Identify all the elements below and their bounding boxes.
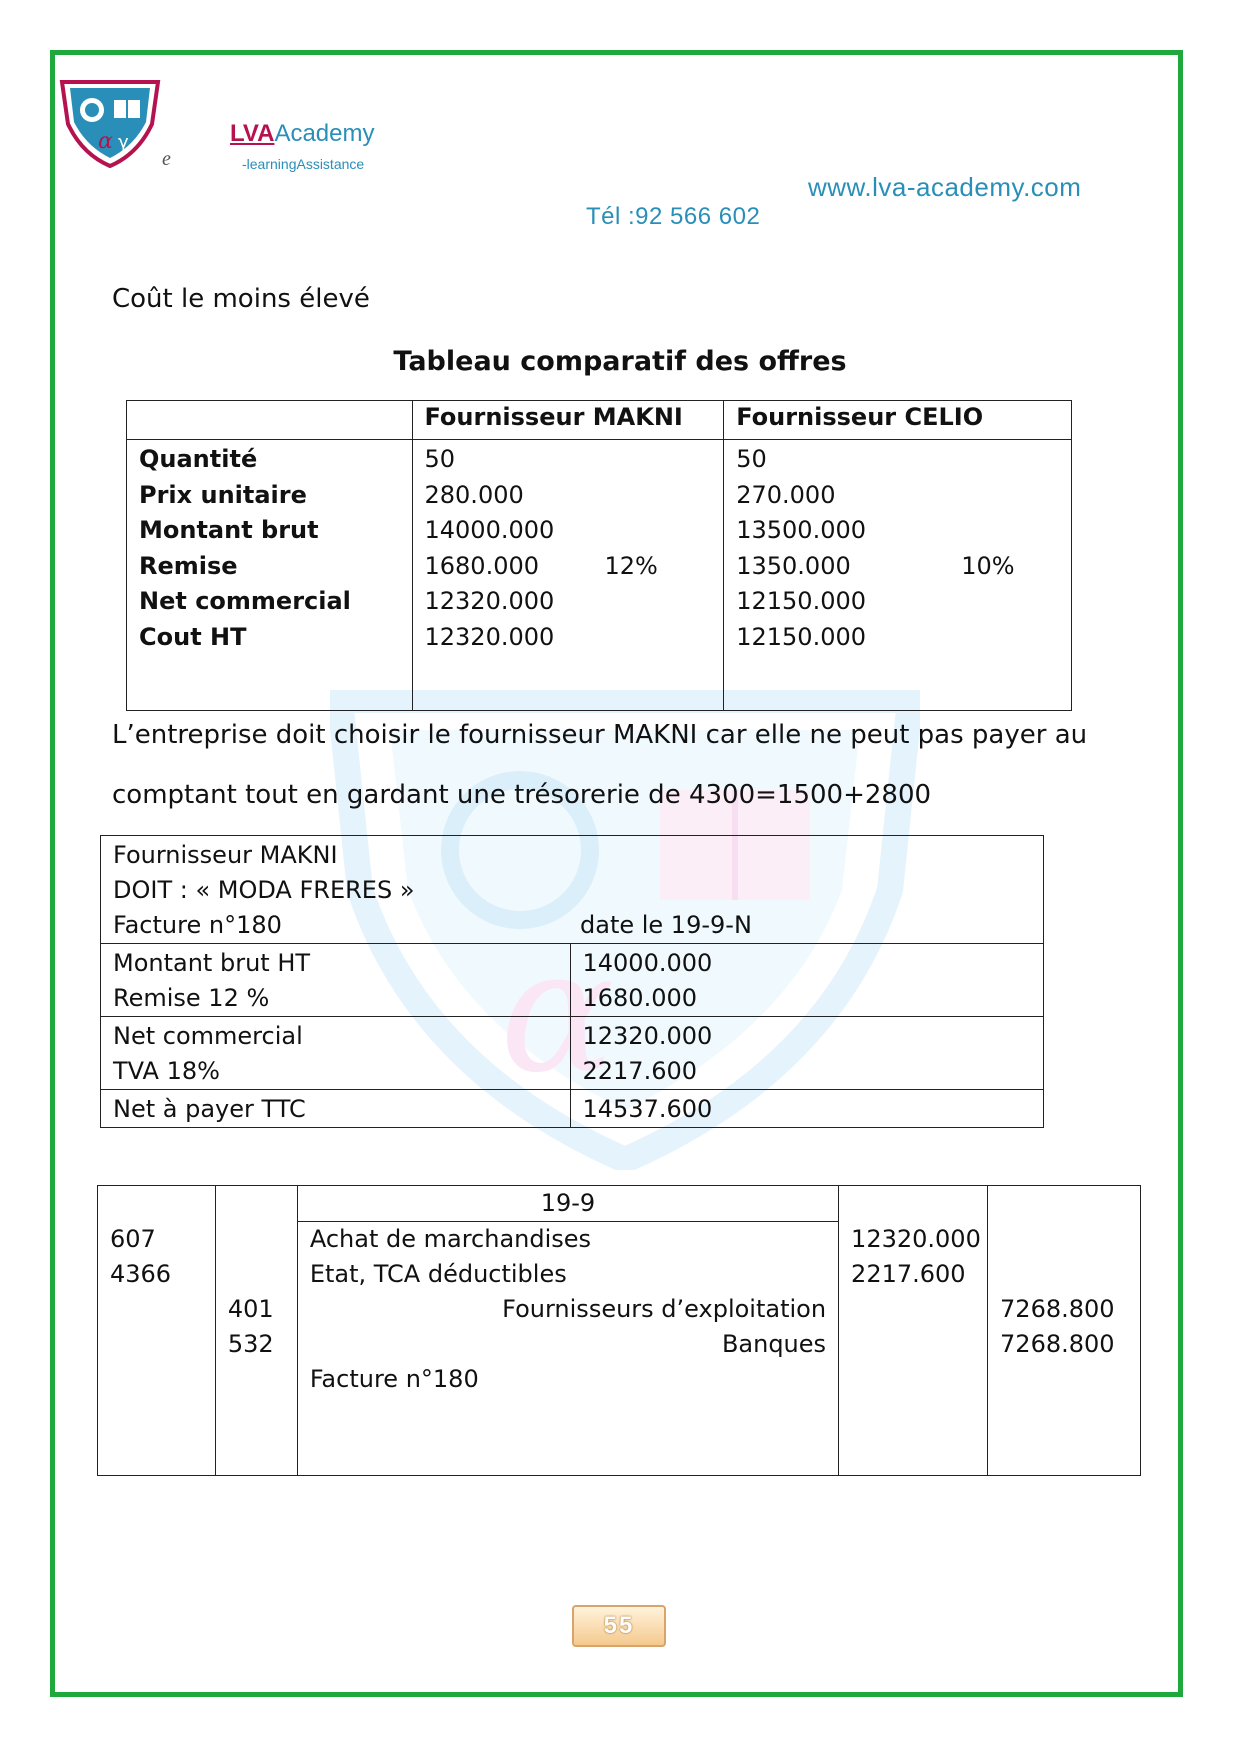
journal-debit-label: Etat, TCA déductibles — [309, 1260, 567, 1288]
invoice-row — [101, 944, 1044, 1017]
invoice-date: date le 19-9-N — [580, 911, 752, 939]
makni-prix-unitaire: 280.000 — [424, 480, 524, 509]
svg-text:α: α — [98, 129, 113, 154]
journal-row — [98, 1186, 1141, 1476]
journal-debit-amounts — [839, 1186, 988, 1476]
journal-date: 19-9 — [298, 1186, 838, 1222]
journal-credit-account: 401 — [227, 1295, 274, 1323]
journal-credit-amounts — [988, 1186, 1141, 1476]
header-cell-makni: Fournisseur MAKNI — [412, 401, 724, 440]
journal-description — [297, 1186, 838, 1476]
svg-text:γ: γ — [118, 132, 129, 153]
phone-number: Tél :92 566 602 — [586, 203, 761, 230]
celio-net-commercial: 12150.000 — [736, 587, 867, 615]
label-remise: Remise — [139, 551, 238, 580]
journal-debit-account: 607 — [110, 1225, 156, 1253]
comparison-labels — [127, 440, 413, 711]
paragraph-line-2: comptant tout en gardant une trésorerie de 4300=1500+2800 — [112, 780, 932, 810]
label-cout-ht: Cout HT — [139, 622, 247, 651]
invoice-label-net-a-payer: Net à payer TTC — [101, 1090, 571, 1128]
header-cell-empty — [127, 401, 413, 440]
makni-values — [412, 440, 724, 711]
celio-prix-unitaire: 270.000 — [736, 480, 836, 509]
invoice-row — [101, 1017, 1044, 1090]
invoice-label-remise: Remise 12 % — [113, 984, 270, 1012]
invoice-value-net-a-payer: 14537.600 — [570, 1090, 1044, 1128]
journal-reference: Facture n°180 — [309, 1365, 479, 1393]
celio-remise: 1350.000 — [736, 551, 851, 580]
journal-credit-accounts — [215, 1186, 297, 1476]
makni-remise-pct: 12% — [604, 551, 658, 580]
logo-letter: e — [162, 148, 171, 170]
brand-name — [230, 120, 374, 148]
journal-credit-amount: 7268.800 — [1000, 1295, 1115, 1323]
invoice-values — [570, 1017, 1044, 1090]
celio-remise-pct: 10% — [961, 551, 1015, 580]
svg-text:α: α — [500, 913, 615, 1111]
celio-montant-brut: 13500.000 — [736, 516, 867, 544]
invoice-supplier: Fournisseur MAKNI — [113, 841, 338, 869]
invoice-labels — [101, 944, 571, 1017]
invoice-table — [100, 835, 1044, 1128]
journal-debit-accounts — [98, 1186, 216, 1476]
journal-credit-label: Banques — [721, 1330, 827, 1358]
website-link[interactable]: www.lva-academy.com — [808, 172, 1082, 202]
invoice-header-row — [101, 836, 1044, 944]
celio-quantite: 50 — [736, 445, 767, 473]
journal-credit-label: Fournisseurs d’exploitation — [502, 1295, 827, 1323]
journal-debit-amount: 12320.000 — [851, 1225, 981, 1253]
invoice-label-net-commercial: Net commercial — [113, 1022, 303, 1050]
celio-cout-ht: 12150.000 — [736, 622, 867, 651]
invoice-labels — [101, 1017, 571, 1090]
journal-debit-label: Achat de marchandises — [309, 1225, 592, 1253]
label-montant-brut: Montant brut — [139, 516, 319, 544]
journal-credit-amount: 7268.800 — [1000, 1330, 1115, 1358]
section-heading: Coût le moins élevé — [112, 284, 370, 314]
comparison-body-row — [127, 440, 1072, 711]
makni-quantite: 50 — [424, 445, 456, 473]
makni-cout-ht: 12320.000 — [424, 622, 555, 651]
invoice-row — [101, 1090, 1044, 1128]
journal-debit-amount: 2217.600 — [851, 1260, 966, 1288]
invoice-number: Facture n°180 — [113, 911, 282, 939]
journal-entry-table — [97, 1185, 1141, 1476]
makni-remise: 1680.000 — [424, 551, 540, 580]
invoice-value-montant-brut: 14000.000 — [582, 949, 713, 977]
paragraph-line-1: L’entreprise doit choisir le fournisseur MAKNI car elle ne peut pas payer au — [112, 720, 1088, 750]
comparison-table-title: Tableau comparatif des offres — [393, 346, 847, 377]
invoice-header — [101, 836, 1044, 944]
label-net-commercial: Net commercial — [139, 587, 351, 615]
invoice-value-tva: 2217.600 — [582, 1057, 698, 1085]
invoice-value-remise: 1680.000 — [582, 984, 698, 1012]
comparison-table — [126, 400, 1072, 711]
journal-credit-account: 532 — [227, 1330, 274, 1358]
journal-debit-account: 4366 — [110, 1260, 172, 1288]
lva-academy-logo — [58, 78, 166, 168]
makni-montant-brut: 14000.000 — [424, 516, 555, 544]
invoice-doit: DOIT : « MODA FRERES » — [113, 876, 415, 904]
invoice-label-tva: TVA 18% — [113, 1057, 220, 1085]
invoice-value-net-commercial: 12320.000 — [582, 1022, 713, 1050]
brand-lva: LVA — [230, 120, 275, 147]
label-prix-unitaire: Prix unitaire — [139, 480, 307, 509]
header-cell-celio: Fournisseur CELIO — [724, 401, 1072, 440]
brand-academy: Academy — [274, 120, 375, 147]
invoice-values — [570, 944, 1044, 1017]
label-quantite: Quantité — [139, 445, 258, 473]
invoice-label-montant-brut: Montant brut HT — [113, 949, 311, 977]
page-number: 55 — [572, 1605, 666, 1647]
comparison-header-row — [127, 401, 1072, 440]
brand-subtitle: -learningAssistance — [242, 156, 365, 172]
makni-net-commercial: 12320.000 — [424, 587, 555, 615]
celio-values — [724, 440, 1072, 711]
